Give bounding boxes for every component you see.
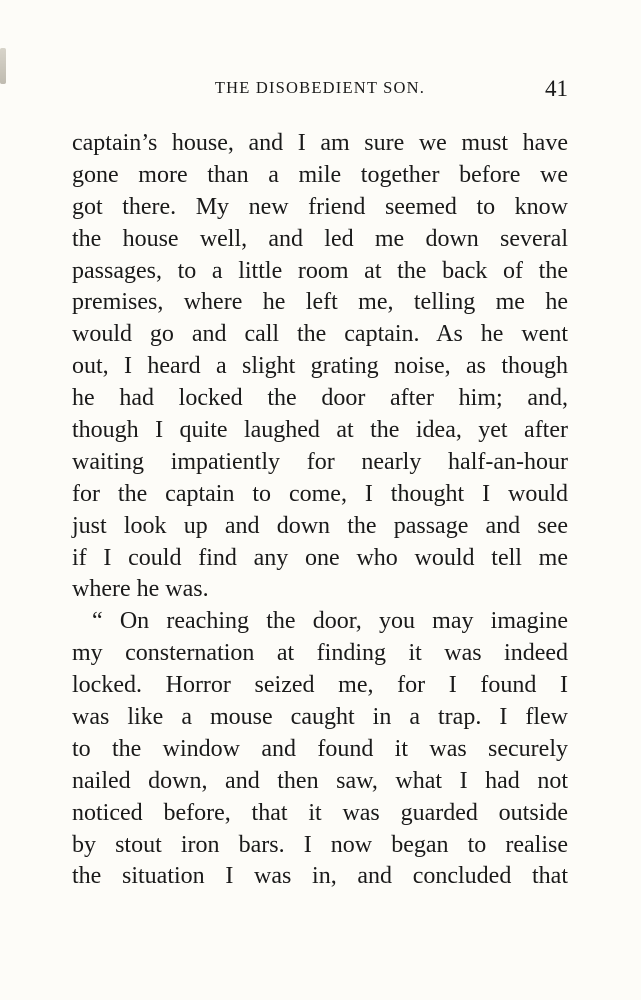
text-line: where he was. [72,576,209,603]
text-line: the situation I was in, and concluded that [72,863,568,890]
text-line: though I quite laughed at the idea, yet after [72,417,568,444]
text-line: passages, to a little room at the back of the [72,257,568,284]
text-line: nailed down, and then saw, what I had not [72,767,568,794]
text-line: by stout iron bars. I now began to realise [72,831,568,858]
text-line: noticed before, that it was guarded outside [72,799,568,826]
text-line: got there. My new friend seemed to know [72,193,568,220]
text-line: to the window and found it was securely [72,735,568,762]
text-line: captain’s house, and I am sure we must have [72,130,568,156]
text-line: gone more than a mile together before we [72,161,568,188]
text-line: locked. Horror seized me, for I found I [72,672,568,699]
binding-mark [0,48,6,84]
text-line: my consternation at finding it was indeed [72,640,568,667]
text-line: he had locked the door after him; and, [72,385,568,412]
text-line: premises, where he left me, telling me he [72,289,568,316]
text-line: the house well, and led me down several [72,225,568,252]
text-line: “ On reaching the door, you may imagine [92,608,568,635]
text-line: would go and call the captain. As he went [72,321,568,348]
running-title: THE DISOBEDIENT SON. [214,78,426,97]
text-line: for the captain to come, I thought I would [72,480,568,507]
text-line: just look up and down the passage and see [72,512,568,539]
text-line: waiting impatiently for nearly half-an-hour [72,448,568,475]
running-head [72,76,568,106]
page-number: 41 [545,76,568,101]
body-text [72,128,568,893]
text-line: if I could find any one who would tell me [72,544,568,571]
text-line: was like a mouse caught in a trap. I flew [72,704,568,731]
text-line: out, I heard a slight grating noise, as though [72,353,568,380]
